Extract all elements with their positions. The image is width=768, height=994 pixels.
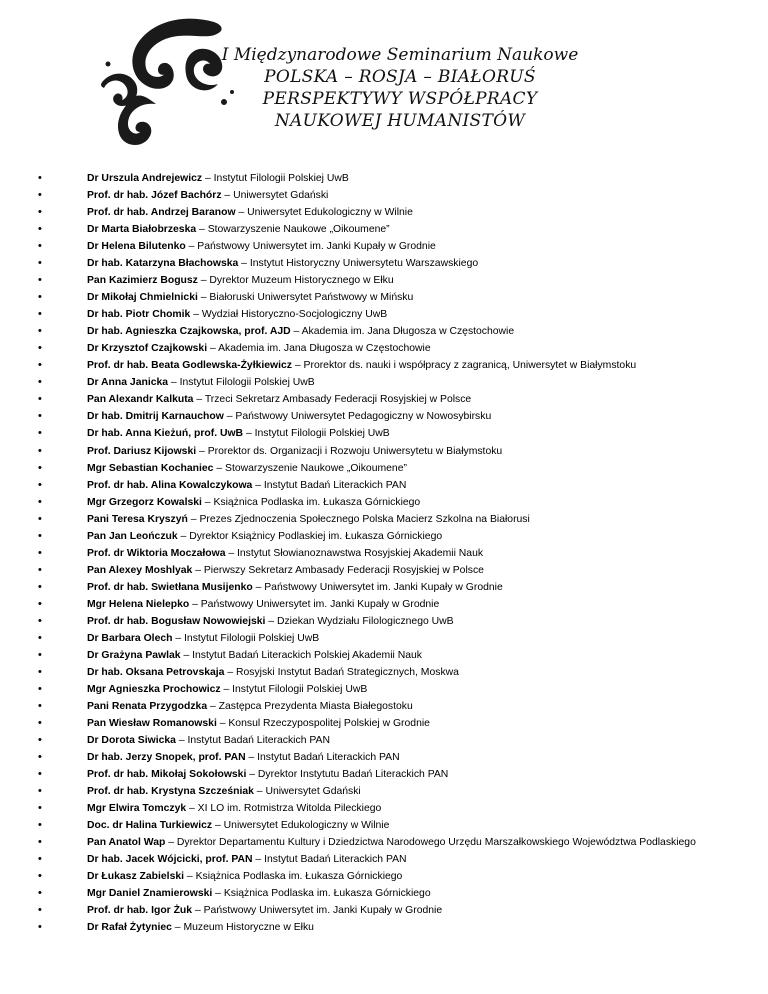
participant-affiliation: – Dyrektor Muzeum Historycznego w Ełku: [197, 275, 394, 287]
list-item: [34, 221, 760, 238]
participant-name: Dr Łukasz Zabielski: [87, 871, 185, 883]
participant-affiliation: – Uniwersytet Edukologiczny w Wilnie: [212, 820, 390, 832]
participant-affiliation: – Państwowy Uniwersytet im. Janki Kupały w Grodnie: [252, 581, 503, 593]
list-item: [34, 391, 760, 408]
participant-affiliation: – Państwowy Uniwersytet im. Janki Kupały w Grodnie: [185, 241, 436, 253]
participant-affiliation: – Uniwersytet Edukologiczny w Wilnie: [235, 207, 413, 219]
participant-affiliation: – Instytut Badań Literackich Polskiej Akademii Nauk: [180, 649, 422, 661]
participant-name: Dr hab. Agnieszka Czajkowska, prof. AJD: [87, 326, 291, 338]
participant-name: Prof. Dariusz Kijowski: [87, 445, 197, 457]
list-item: [34, 408, 760, 425]
participant-name: Dr Mikołaj Chmielnicki: [87, 292, 198, 304]
list-item: [34, 749, 760, 766]
list-item: [34, 511, 760, 528]
participant-affiliation: – Stowarzyszenie Naukowe „Oikoumene”: [213, 462, 407, 474]
participant-affiliation: – Dyrektor Departamentu Kultury i Dziedzictwa Narodowego Urzędu Marszałkowskiego Województwa Podlaskiego: [165, 837, 696, 849]
list-item: [34, 766, 760, 783]
list-item: [34, 528, 760, 545]
participant-name: Dr hab. Jerzy Snopek, prof. PAN: [87, 752, 246, 764]
participant-name: Prof. dr hab. Andrzej Baranow: [87, 207, 236, 219]
participant-name: Dr Grażyna Pawlak: [87, 649, 181, 661]
participant-affiliation: – Prorektor ds. nauki i współpracy z zagranicą, Uniwersytet w Białymstoku: [292, 360, 637, 372]
participant-name: Prof. dr hab. Igor Żuk: [87, 905, 193, 917]
title-seminar: I Międzynarodowe Seminarium Naukowe: [221, 45, 579, 65]
participant-name: Prof. dr hab. Mikołaj Sokołowski: [87, 769, 247, 781]
list-item: [34, 187, 760, 204]
list-item: [34, 783, 760, 800]
list-item: [34, 919, 760, 936]
title-perspectives: PERSPEKTYWY WSPÓŁPRACY: [262, 89, 538, 109]
participant-affiliation: – Akademia im. Jana Długosza w Częstochowie: [290, 326, 515, 338]
participant-affiliation: – Prorektor ds. Organizacji i Rozwoju Uniwersytetu w Białymstoku: [196, 445, 503, 457]
participant-affiliation: – Instytut Filologii Polskiej UwB: [172, 632, 320, 644]
list-item: [34, 460, 760, 477]
participant-name: Pani Renata Przygodzka: [87, 700, 208, 712]
participant-name: Prof. dr hab. Bogusław Nowowiejski: [87, 615, 266, 627]
participant-affiliation: – Dyrektor Instytutu Badań Literackich PAN: [246, 769, 449, 781]
participant-affiliation: – Trzeci Sekretarz Ambasady Federacji Rosyjskiej w Polsce: [193, 394, 472, 406]
page-title: [180, 44, 620, 132]
participant-name: Dr hab. Piotr Chomik: [87, 309, 191, 321]
participant-name: Mgr Helena Nielepko: [87, 598, 190, 610]
list-item: [34, 851, 760, 868]
participant-affiliation: – Państwowy Uniwersytet im. Janki Kupały w Grodnie: [189, 598, 440, 610]
list-item: [34, 374, 760, 391]
participant-affiliation: – Instytut Badań Literackich PAN: [245, 752, 400, 764]
participant-affiliation: – Instytut Badań Literackich PAN: [252, 854, 407, 866]
list-item: [34, 238, 760, 255]
list-item: [34, 902, 760, 919]
participant-affiliation: – Dyrektor Książnicy Podlaskiej im. Łukasza Górnickiego: [177, 530, 443, 542]
participant-affiliation: – Stowarzyszenie Naukowe „Oikoumene”: [196, 224, 390, 236]
participant-affiliation: – XI LO im. Rotmistrza Witolda Pileckiego: [186, 803, 382, 815]
list-item: [34, 306, 760, 323]
list-item: [34, 613, 760, 630]
participant-affiliation: – Wydział Historyczno-Socjologiczny UwB: [190, 309, 388, 321]
participant-name: Mgr Elwira Tomczyk: [87, 803, 187, 815]
participant-name: Dr hab. Anna Kieżuń, prof. UwB: [87, 428, 244, 440]
participant-affiliation: – Instytut Słowianoznawstwa Rosyjskiej Akademii Nauk: [225, 547, 484, 559]
list-item: [34, 698, 760, 715]
participant-name: Prof. dr hab. Józef Bachórz: [87, 190, 222, 202]
participant-affiliation: – Pierwszy Sekretarz Ambasady Federacji Rosyjskiej w Polsce: [192, 564, 484, 576]
participant-affiliation: – Instytut Badań Literackich PAN: [252, 479, 407, 491]
participant-name: Mgr Daniel Znamierowski: [87, 888, 213, 900]
participant-name: Prof. dr hab. Krystyna Szcześniak: [87, 786, 254, 798]
list-item: [34, 664, 760, 681]
participant-affiliation: – Dziekan Wydziału Filologicznego UwB: [265, 615, 454, 627]
participant-name: Dr Krzysztof Czajkowski: [87, 343, 208, 355]
participant-name: Dr Urszula Andrejewicz: [87, 173, 203, 184]
participant-name: Dr hab. Oksana Petrovskaja: [87, 666, 225, 678]
list-item: [34, 630, 760, 647]
list-item: [34, 357, 760, 374]
participant-affiliation: – Książnica Podlaska im. Łukasza Górnickiego: [184, 871, 403, 883]
list-item: [34, 681, 760, 698]
list-item: [34, 289, 760, 306]
participant-name: Pani Teresa Kryszyń: [87, 513, 188, 525]
participant-name: Doc. dr Halina Turkiewicz: [87, 820, 213, 832]
participant-name: Dr hab. Jacek Wójcicki, prof. PAN: [87, 854, 253, 866]
participant-name: Pan Anatol Wap: [87, 837, 166, 849]
list-item: [34, 340, 760, 357]
list-item: [34, 800, 760, 817]
participant-name: Pan Kazimierz Bogusz: [87, 275, 198, 287]
participant-name: Dr Barbara Olech: [87, 632, 173, 644]
participant-affiliation: – Instytut Badań Literackich PAN: [175, 735, 330, 747]
participant-list: [34, 170, 760, 936]
list-item: [34, 170, 760, 187]
list-item: [34, 868, 760, 885]
participant-affiliation: – Konsul Rzeczypospolitej Polskiej w Grodnie: [216, 718, 430, 729]
list-item: [34, 443, 760, 460]
list-item: [34, 579, 760, 596]
participant-name: Mgr Sebastian Kochaniec: [87, 462, 214, 474]
participant-name: Prof. dr hab. Beata Godlewska-Żyłkiewicz: [87, 360, 292, 372]
list-item: [34, 834, 760, 851]
participant-name: Dr Helena Bilutenko: [87, 241, 186, 253]
participant-affiliation: – Uniwersytet Gdański: [221, 190, 329, 202]
list-item: [34, 204, 760, 221]
participant-name: Dr Marta Białobrzeska: [87, 224, 197, 236]
participant-affiliation: – Muzeum Historyczne w Ełku: [171, 922, 314, 934]
participant-affiliation: – Białoruski Uniwersytet Państwowy w Mińsku: [197, 292, 414, 304]
participant-name: Dr Rafał Żytyniec: [87, 922, 172, 934]
list-item: [34, 323, 760, 340]
list-item: [34, 255, 760, 272]
list-item: [34, 494, 760, 511]
participant-name: Dr hab. Dmitrij Karnauchow: [87, 411, 224, 423]
participant-name: Dr Anna Janicka: [87, 377, 169, 389]
participant-affiliation: – Książnica Podlaska im. Łukasza Górnickiego: [201, 496, 421, 508]
participant-affiliation: – Książnica Podlaska im. Łukasza Górnickiego: [212, 888, 431, 900]
list-item: [34, 425, 760, 442]
participant-affiliation: – Instytut Filologii Polskiej UwB: [243, 428, 390, 440]
participant-affiliation: – Uniwersytet Gdański: [253, 786, 361, 798]
participant-name: Prof. dr Wiktoria Moczałowa: [87, 547, 226, 559]
list-item: [34, 885, 760, 902]
participant-affiliation: – Rosyjski Instytut Badań Strategicznych, Moskwa: [224, 666, 459, 678]
participant-name: Pan Alexandr Kalkuta: [87, 394, 194, 406]
list-item: [34, 477, 760, 494]
list-item: [34, 545, 760, 562]
list-item: [34, 715, 760, 732]
list-item: [34, 272, 760, 289]
participant-affiliation: – Instytut Filologii Polskiej UwB: [202, 173, 349, 184]
participant-name: Mgr Agnieszka Prochowicz: [87, 683, 221, 695]
participant-name: Prof. dr hab. Swietłana Musijenko: [87, 581, 253, 593]
participant-name: Pan Jan Leończuk: [87, 530, 178, 542]
participant-affiliation: – Prezes Zjednoczenia Społecznego Polska Macierz Szkolna na Białorusi: [187, 513, 530, 525]
participant-affiliation: – Instytut Historyczny Uniwersytetu Warszawskiego: [238, 258, 479, 270]
list-item: [34, 817, 760, 834]
participant-affiliation: – Akademia im. Jana Długosza w Częstochowie: [207, 343, 431, 355]
list-item: [34, 596, 760, 613]
participant-affiliation: – Instytut Filologii Polskiej UwB: [220, 683, 368, 695]
participant-name: Mgr Grzegorz Kowalski: [87, 496, 202, 508]
list-item: [34, 562, 760, 579]
participant-name: Pan Alexey Moshlyak: [87, 564, 193, 576]
participant-affiliation: – Państwowy Uniwersytet Pedagogiczny w Nowosybirsku: [223, 411, 492, 423]
title-countries: POLSKA – ROSJA – BIAŁORUŚ: [264, 67, 536, 87]
participant-affiliation: – Zastępca Prezydenta Miasta Białegostoku: [207, 700, 413, 712]
title-scholarly: NAUKOWEJ HUMANISTÓW: [274, 111, 526, 131]
participant-name: Dr Dorota Siwicka: [87, 735, 176, 747]
list-item: [34, 732, 760, 749]
participant-affiliation: – Państwowy Uniwersytet im. Janki Kupały w Grodnie: [192, 905, 443, 917]
participant-name: Prof. dr hab. Alina Kowalczykowa: [87, 479, 253, 491]
participant-name: Pan Wiesław Romanowski: [87, 718, 217, 729]
list-item: [34, 647, 760, 664]
participant-name: Dr hab. Katarzyna Błachowska: [87, 258, 239, 270]
participant-affiliation: – Instytut Filologii Polskiej UwB: [168, 377, 315, 389]
